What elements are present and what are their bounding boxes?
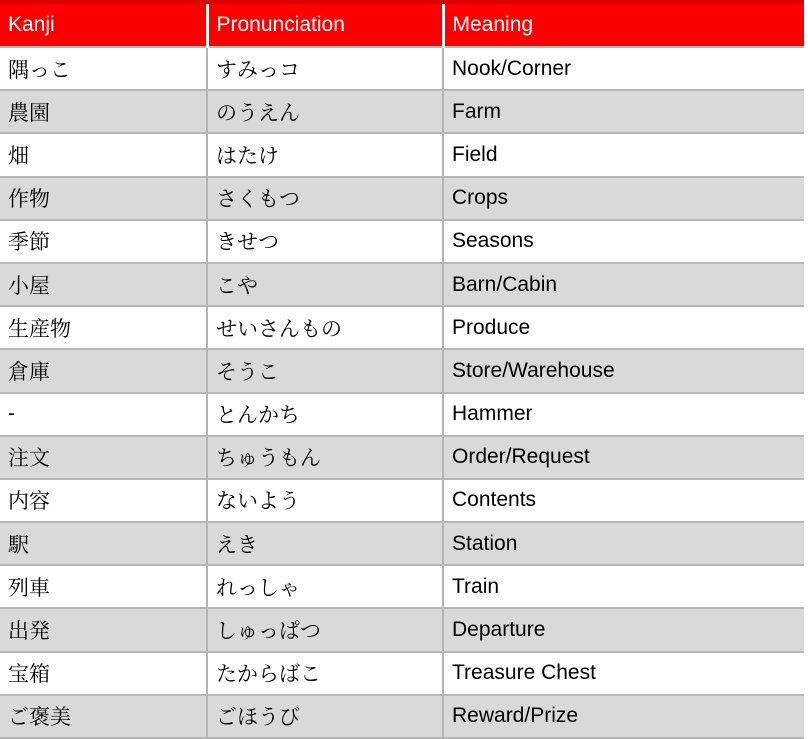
meaning-cell: Nook/Corner [443,47,804,90]
header-kanji: Kanji [0,2,207,47]
meaning-cell: Store/Warehouse [443,349,804,392]
kanji-cell: 季節 [0,220,207,263]
table-row [0,393,804,436]
header-pronunciation: Pronunciation [207,2,443,47]
kanji-cell: 農園 [0,90,207,133]
pronunciation-cell: れっしゃ [207,565,443,608]
meaning-cell: Order/Request [443,436,804,479]
pronunciation-cell: ないよう [207,479,443,522]
pronunciation-cell: はたけ [207,133,443,176]
table-row [0,306,804,349]
table-row [0,220,804,263]
kanji-cell: 倉庫 [0,349,207,392]
pronunciation-cell: こや [207,263,443,306]
meaning-cell: Farm [443,90,804,133]
table-row [0,608,804,651]
pronunciation-cell: さくもつ [207,177,443,220]
table-row [0,436,804,479]
pronunciation-cell: せいさんもの [207,306,443,349]
kanji-cell: 隅っこ [0,47,207,90]
meaning-cell: Reward/Prize [443,695,804,738]
meaning-cell: Train [443,565,804,608]
kanji-cell: - [0,393,207,436]
table-row [0,695,804,738]
header-meaning: Meaning [443,2,804,47]
meaning-cell: Crops [443,177,804,220]
header-row [0,2,804,47]
kanji-cell: 注文 [0,436,207,479]
kanji-cell: 作物 [0,177,207,220]
kanji-cell: 出発 [0,608,207,651]
pronunciation-cell: ごほうび [207,695,443,738]
pronunciation-cell: しゅっぱつ [207,608,443,651]
pronunciation-cell: ちゅうもん [207,436,443,479]
meaning-cell: Hammer [443,393,804,436]
meaning-cell: Barn/Cabin [443,263,804,306]
table-row [0,133,804,176]
pronunciation-cell: すみっコ [207,47,443,90]
pronunciation-cell: とんかち [207,393,443,436]
meaning-cell: Treasure Chest [443,652,804,695]
pronunciation-cell: たからばこ [207,652,443,695]
table-row [0,177,804,220]
pronunciation-cell: えき [207,522,443,565]
kanji-cell: ご褒美 [0,695,207,738]
kanji-cell: 列車 [0,565,207,608]
meaning-cell: Seasons [443,220,804,263]
table-row [0,522,804,565]
table-row [0,349,804,392]
table-row [0,652,804,695]
kanji-cell: 生産物 [0,306,207,349]
kanji-cell: 内容 [0,479,207,522]
meaning-cell: Station [443,522,804,565]
table-row [0,565,804,608]
meaning-cell: Field [443,133,804,176]
kanji-cell: 畑 [0,133,207,176]
pronunciation-cell: きせつ [207,220,443,263]
table-row [0,479,804,522]
meaning-cell: Departure [443,608,804,651]
pronunciation-cell: のうえん [207,90,443,133]
meaning-cell: Produce [443,306,804,349]
table-row [0,263,804,306]
pronunciation-cell: そうこ [207,349,443,392]
meaning-cell: Contents [443,479,804,522]
kanji-cell: 宝箱 [0,652,207,695]
kanji-cell: 小屋 [0,263,207,306]
kanji-cell: 駅 [0,522,207,565]
table-row [0,47,804,90]
table-row [0,90,804,133]
